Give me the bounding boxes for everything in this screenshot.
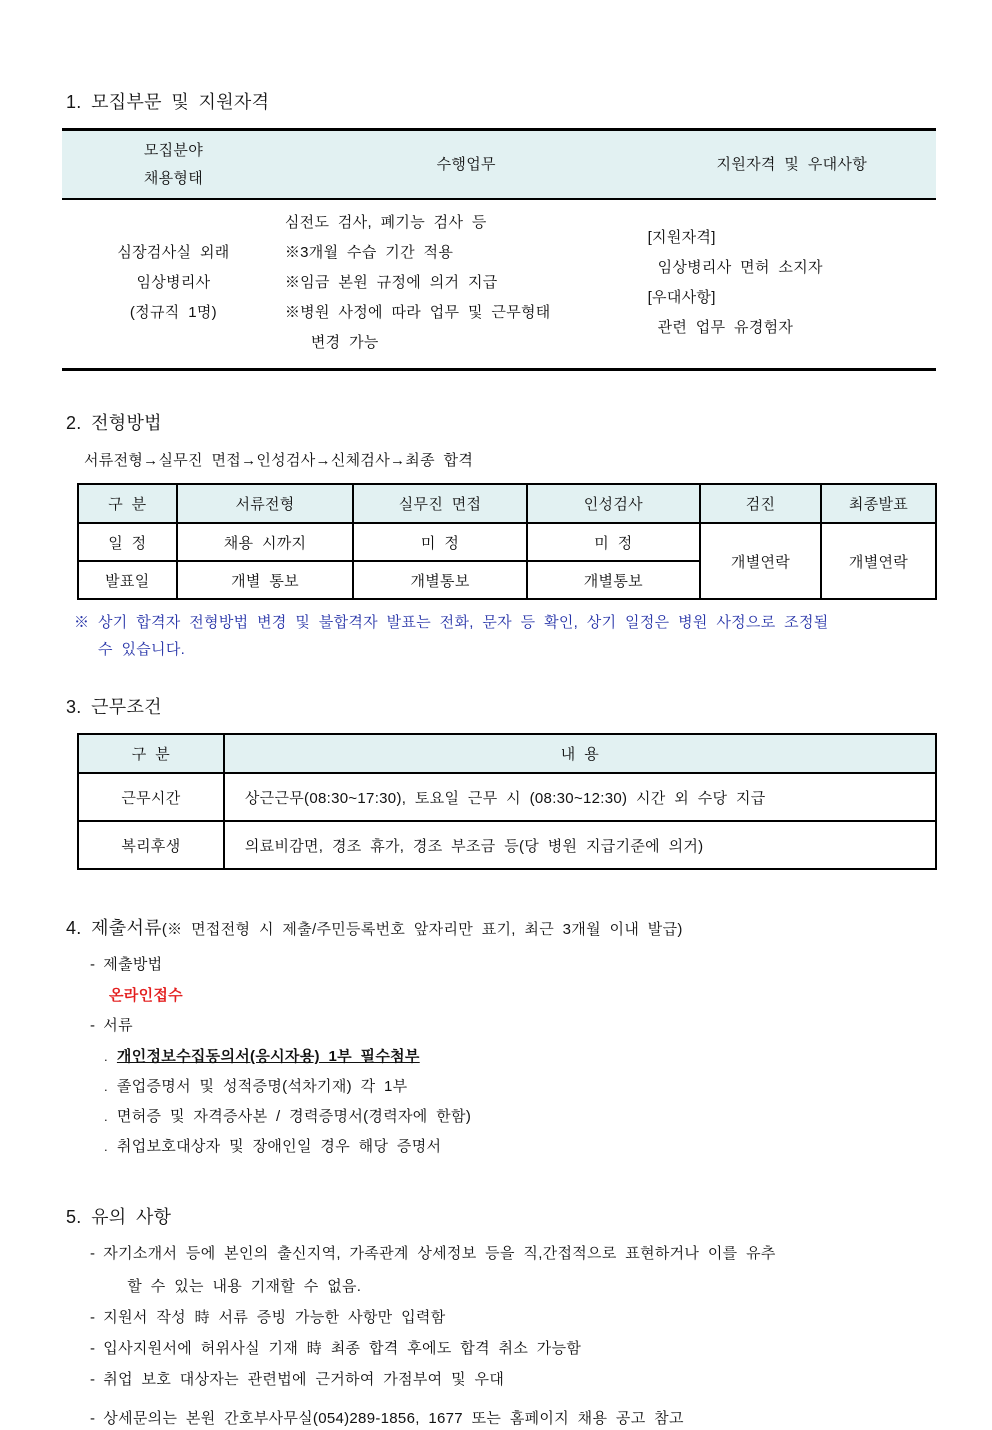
- section-4-heading: [66, 914, 936, 940]
- document-item-text: 취업보호대상자 및 장애인일 경우 해당 증명서: [116, 1138, 442, 1155]
- recruitment-table-header-row: [62, 130, 936, 200]
- cell-line: 심전도 검사, 폐기능 검사 등: [284, 214, 487, 231]
- dash-bullet: -: [90, 1245, 96, 1262]
- document-item: [104, 1076, 936, 1097]
- header-cell-category: 구 분: [78, 484, 177, 523]
- section-4-title: 4. 제출서류: [66, 918, 162, 938]
- section-1-heading: 1. 모집부문 및 지원자격: [66, 92, 270, 112]
- notice-item: [90, 1243, 936, 1298]
- header-cell-content: 내 용: [224, 734, 936, 773]
- cell-announce-label: 발표일: [78, 561, 177, 599]
- notice-line: 할 수 있는 내용 기재할 수 없음.: [127, 1278, 362, 1295]
- header-cell-category: 구 분: [78, 734, 224, 773]
- submission-method-label: [90, 954, 936, 976]
- header-cell-qualifications: 지원자격 및 우대사항: [716, 155, 867, 173]
- header-cell-interview: 실무진 면접: [353, 484, 526, 523]
- cell-line: ※3개월 수습 기간 적용: [284, 244, 454, 261]
- cell-line: (정규직 1명): [129, 304, 217, 321]
- document-item: [104, 1106, 936, 1127]
- dash-bullet: -: [90, 1017, 96, 1034]
- section-5-heading: 5. 유의 사항: [66, 1207, 172, 1227]
- cell-line: [우대사항]: [647, 289, 716, 306]
- cell-line: 임상병리사: [136, 274, 211, 291]
- cell-duties: [285, 199, 648, 370]
- dot-bullet: .: [104, 1049, 108, 1064]
- dash-bullet: -: [90, 1410, 96, 1427]
- document-item-text: 면허증 및 자격증사본 / 경력증명서(경력자에 한함): [116, 1108, 472, 1125]
- cell-announce-value: 개별통보: [527, 561, 700, 599]
- notice-item: [90, 1369, 936, 1391]
- header-cell-document-screening: 서류전형: [177, 484, 354, 523]
- cell-merged-contact: 개별연락: [821, 523, 936, 599]
- document-item: [104, 1136, 936, 1157]
- cell-schedule-value: 채용 시까지: [177, 523, 354, 561]
- dot-bullet: .: [104, 1139, 108, 1154]
- notice-item: [90, 1408, 936, 1430]
- notice-item: [90, 1307, 936, 1329]
- dash-bullet: -: [90, 1309, 96, 1326]
- cell-condition-value: 의료비감면, 경조 휴가, 경조 부조금 등(당 병원 지급기준에 의거): [224, 821, 936, 869]
- header-cell-duties: 수행업무: [436, 155, 496, 173]
- dash-bullet: -: [90, 956, 96, 973]
- notice-line: 상세문의는 본원 간호부사무실(054)289-1856, 1677 또는 홈페이지 채용 공고 참고: [103, 1410, 684, 1427]
- header-cell-personality-test: 인성검사: [527, 484, 700, 523]
- notice-line: 자기소개서 등에 본인의 출신지역, 가족관계 상세정보 등을 직,간접적으로 표현하거나 이를 유추: [103, 1245, 776, 1262]
- dash-bullet: -: [90, 1371, 96, 1388]
- cell-line: ※병원 사정에 따라 업무 및 근무형태: [284, 304, 551, 321]
- notice-item: [90, 1338, 936, 1360]
- cell-schedule-value: 미 정: [527, 523, 700, 561]
- recruitment-table: [62, 128, 936, 371]
- note-line: 수 있습니다.: [98, 641, 186, 658]
- selection-note: [74, 609, 936, 663]
- online-application-text: 온라인접수: [109, 987, 183, 1004]
- header-cell-field-type: [62, 130, 285, 200]
- cell-line: 변경 가능: [310, 334, 379, 351]
- selection-flow-text: 서류전형→실무진 면접→인성검사→신체검사→최종 합격: [84, 452, 474, 469]
- header-line: 채용형태: [143, 169, 204, 187]
- notice-line: 입사지원서에 허위사실 기재 時 최종 합격 후에도 합격 취소 가능함: [103, 1340, 582, 1357]
- header-cell-final-announcement: 최종발표: [821, 484, 936, 523]
- section-4-title-note: (※ 면접전형 시 제출/주민등록번호 앞자리만 표기, 최근 3개월 이내 발급): [161, 921, 683, 938]
- cell-line: ※임금 본원 규정에 의거 지급: [284, 274, 498, 291]
- header-line: 모집분야: [143, 141, 204, 159]
- cell-position: [62, 199, 285, 370]
- documents-label-text: 서류: [103, 1017, 133, 1034]
- dash-bullet: -: [90, 1340, 96, 1357]
- conditions-row: [78, 821, 936, 869]
- schedule-row: [78, 523, 936, 561]
- section-2-heading: 2. 전형방법: [66, 413, 162, 433]
- cell-line: 관련 업무 유경험자: [657, 319, 794, 336]
- document-item-text: 개인정보수집동의서(응시자용) 1부 필수첨부: [116, 1048, 420, 1065]
- working-conditions-table: [77, 733, 937, 870]
- cell-qualifications: [648, 199, 936, 370]
- cell-announce-value: 개별통보: [353, 561, 526, 599]
- dot-bullet: .: [104, 1079, 108, 1094]
- cell-announce-value: 개별 통보: [177, 561, 354, 599]
- recruitment-table-body-row: [62, 199, 936, 370]
- cell-condition-value: 상근근무(08:30~17:30), 토요일 근무 시 (08:30~12:30) 시간 외 수당 지급: [224, 773, 936, 821]
- cell-line: [지원자격]: [647, 229, 716, 246]
- cell-merged-contact: 개별연락: [700, 523, 821, 599]
- conditions-row: [78, 773, 936, 821]
- selection-schedule-table: [77, 483, 937, 600]
- cell-schedule-label: 일 정: [78, 523, 177, 561]
- note-line: ※ 상기 합격자 전형방법 변경 및 불합격자 발표는 전화, 문자 등 확인, 상기 일정은 병원 사정으로 조정될: [74, 614, 829, 631]
- cell-schedule-value: 미 정: [353, 523, 526, 561]
- cell-line: 임상병리사 면허 소지자: [657, 259, 823, 276]
- document-item-text: 졸업증명서 및 성적증명(석차기재) 각 1부: [116, 1078, 408, 1095]
- cell-condition-label: 근무시간: [78, 773, 224, 821]
- notice-item-body: [103, 1243, 936, 1298]
- header-cell-checkup: 검진: [700, 484, 821, 523]
- cell-line: 심장검사실 외래: [117, 244, 230, 261]
- document-item: [104, 1046, 936, 1067]
- dot-bullet: .: [104, 1109, 108, 1124]
- documents-label: [90, 1015, 936, 1037]
- notice-line: 취업 보호 대상자는 관련법에 근거하여 가점부여 및 우대: [103, 1371, 505, 1388]
- conditions-header-row: [78, 734, 936, 773]
- notice-line: 지원서 작성 時 서류 증빙 가능한 사항만 입력함: [103, 1309, 446, 1326]
- submission-method-text: 제출방법: [103, 956, 163, 973]
- section-3-heading: 3. 근무조건: [66, 697, 162, 717]
- cell-condition-label: 복리후생: [78, 821, 224, 869]
- schedule-header-row: [78, 484, 936, 523]
